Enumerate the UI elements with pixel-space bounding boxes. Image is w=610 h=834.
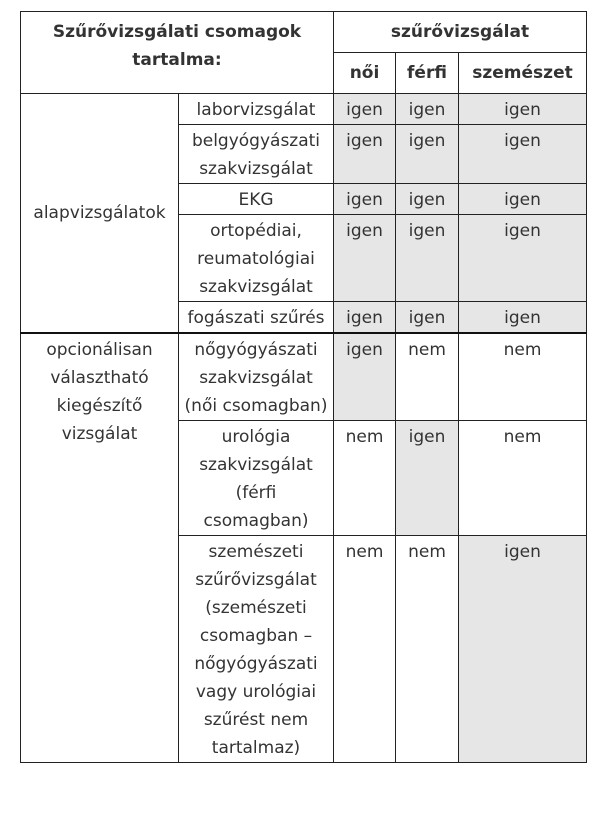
table-row bbox=[21, 333, 587, 421]
value-cell: igen bbox=[396, 94, 459, 125]
value-cell: igen bbox=[396, 184, 459, 215]
value-cell: nem bbox=[396, 333, 459, 421]
value-cell: igen bbox=[459, 184, 587, 215]
category-cell: alapvizsgálatok bbox=[21, 94, 179, 334]
value-cell: nem bbox=[334, 536, 396, 763]
value-cell: igen bbox=[396, 421, 459, 536]
column-header-szemeszet: szemészet bbox=[459, 53, 587, 94]
item-cell: urológia szakvizsgálat (férfi csomagban) bbox=[179, 421, 334, 536]
value-cell: igen bbox=[334, 302, 396, 334]
value-cell: igen bbox=[334, 184, 396, 215]
item-cell: laborvizsgálat bbox=[179, 94, 334, 125]
item-cell: nőgyógyászati szakvizsgálat (női csomagban) bbox=[179, 333, 334, 421]
value-cell: nem bbox=[334, 421, 396, 536]
value-cell: igen bbox=[459, 94, 587, 125]
value-cell: igen bbox=[334, 94, 396, 125]
value-cell: igen bbox=[459, 302, 587, 334]
item-cell: ortopédiai, reumatológiai szakvizsgálat bbox=[179, 215, 334, 302]
screening-packages-table bbox=[20, 11, 587, 763]
value-cell: nem bbox=[459, 333, 587, 421]
value-cell: igen bbox=[396, 125, 459, 184]
value-cell: nem bbox=[396, 536, 459, 763]
value-cell: igen bbox=[396, 215, 459, 302]
value-cell: igen bbox=[334, 125, 396, 184]
value-cell: igen bbox=[459, 215, 587, 302]
value-cell: igen bbox=[334, 215, 396, 302]
value-cell: igen bbox=[459, 125, 587, 184]
value-cell: igen bbox=[334, 333, 396, 421]
category-cell: opcionálisan választható kiegészítő vizsgálat bbox=[21, 333, 179, 763]
column-header-ferfi: férfi bbox=[396, 53, 459, 94]
value-cell: igen bbox=[396, 302, 459, 334]
table-row bbox=[21, 94, 587, 125]
item-cell: EKG bbox=[179, 184, 334, 215]
column-header-noi: női bbox=[334, 53, 396, 94]
value-cell: igen bbox=[459, 536, 587, 763]
column-group-header: szűrővizsgálat bbox=[334, 12, 587, 53]
item-cell: fogászati szűrés bbox=[179, 302, 334, 334]
value-cell: nem bbox=[459, 421, 587, 536]
item-cell: szemészeti szűrővizsgálat (szemészeti csomagban – nőgyógyászati vagy urológiai szűrést nem tartalmaz) bbox=[179, 536, 334, 763]
table-title: Szűrővizsgálati csomagok tartalma: bbox=[21, 12, 334, 94]
item-cell: belgyógyászati szakvizsgálat bbox=[179, 125, 334, 184]
